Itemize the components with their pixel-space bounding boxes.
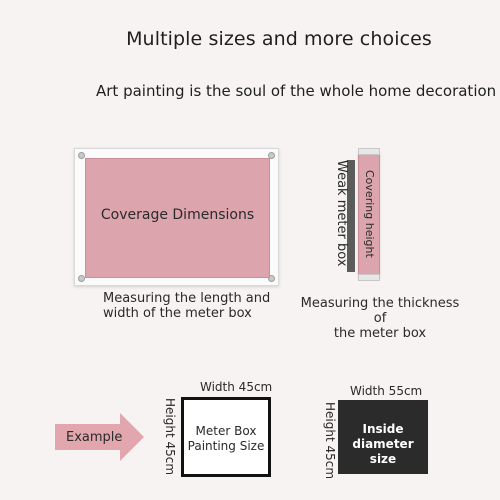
inside-diameter-example: [338, 400, 428, 474]
side-view-caption: [300, 296, 460, 341]
box2-line1: Inside: [362, 422, 404, 436]
side-caption-line1: Measuring the thickness of: [300, 296, 460, 326]
meter-box-label: [184, 424, 268, 454]
meter-box-example: [181, 397, 271, 477]
box1-height-label: Height 45cm: [163, 398, 177, 476]
box2-line2: diameter size: [352, 437, 414, 466]
front-view-frame: [74, 148, 279, 286]
top-cap: [358, 148, 380, 155]
coverage-dimensions-label: Coverage Dimensions: [100, 207, 255, 223]
coverage-panel: [85, 158, 270, 278]
box2-height-label: Height 45cm: [323, 402, 337, 480]
front-caption-line2: width of the meter box: [103, 306, 252, 321]
inside-diameter-label: [338, 422, 428, 467]
box2-width-label: Width 55cm: [350, 384, 423, 398]
side-caption-line2: the meter box: [333, 326, 427, 341]
screw-icon: [78, 275, 85, 282]
weak-meter-box-label: Weak meter box: [334, 160, 349, 267]
arrow-head-icon: [120, 413, 144, 461]
bottom-cap: [358, 274, 380, 281]
example-label: Example: [66, 430, 123, 445]
page-subtitle: Art painting is the soul of the whole home decoration: [96, 82, 497, 100]
page-title: Multiple sizes and more choices: [126, 28, 432, 50]
screw-icon: [78, 152, 85, 159]
front-caption-line1: Measuring the length and: [103, 291, 271, 306]
front-view-caption: [103, 291, 270, 321]
box1-line2: Painting Size: [187, 439, 265, 453]
covering-height-label: Covering height: [363, 170, 376, 258]
box1-width-label: Width 45cm: [200, 380, 273, 394]
box1-line1: Meter Box: [195, 424, 257, 438]
